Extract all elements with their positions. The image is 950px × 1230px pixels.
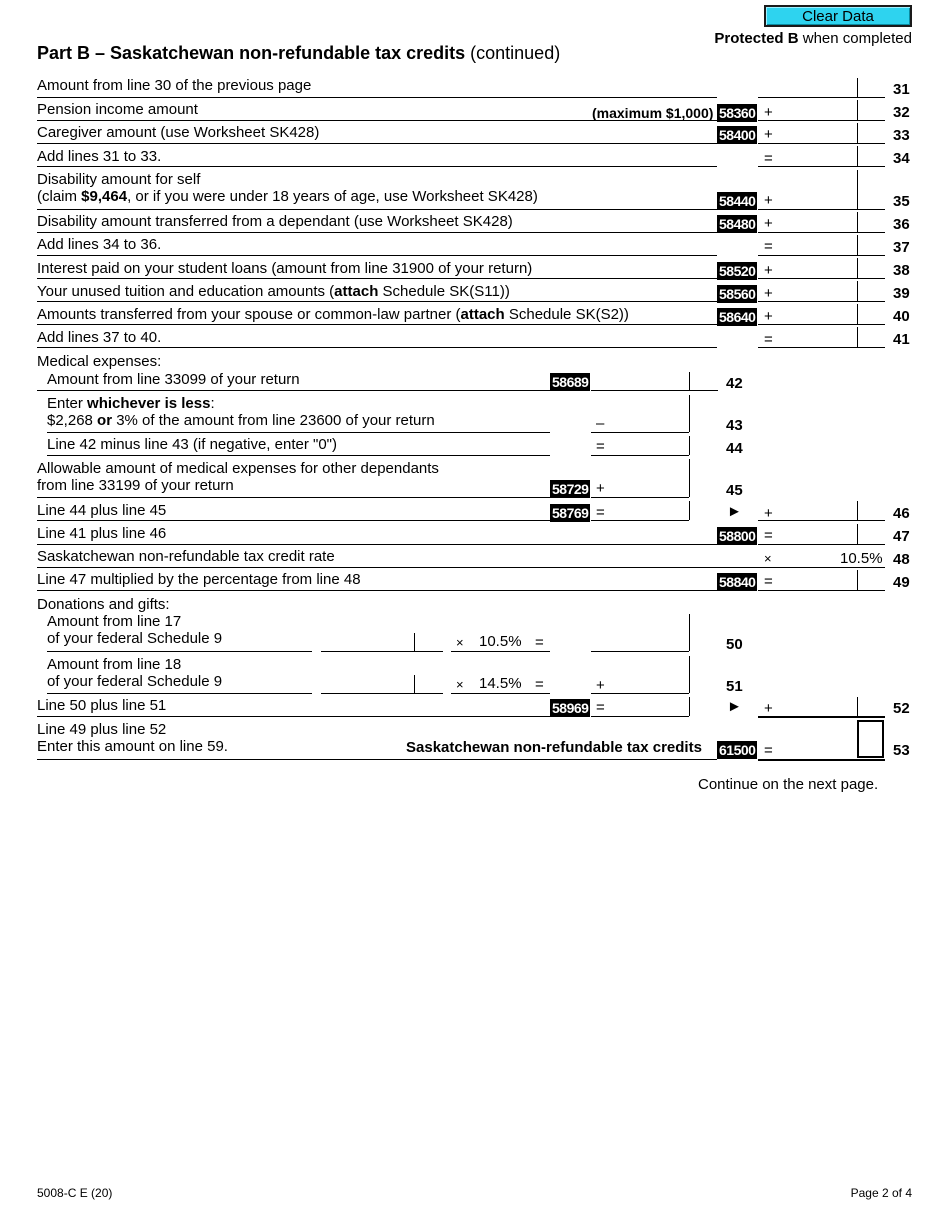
line-50-field[interactable] (591, 614, 689, 652)
continue-note: Continue on the next page. (698, 776, 879, 793)
line-43-op: – (596, 415, 605, 432)
line-51-label-2: of your federal Schedule 9 (47, 673, 223, 690)
line-35-code: 58440 (719, 193, 756, 209)
line-49-op: = (764, 573, 773, 590)
line-32-note: (maximum $1,000) (592, 105, 714, 121)
line-32-code: 58360 (719, 105, 756, 121)
line-34-op: = (764, 150, 773, 167)
line-52-label: Line 50 plus line 51 (37, 697, 167, 714)
line-35-number: 35 (893, 193, 910, 210)
page-title: Part B – Saskatchewan non-refundable tax credits (continued) (37, 43, 561, 63)
line-46-arrow-icon: ► (727, 503, 742, 520)
line-40-field[interactable] (758, 304, 885, 325)
line-36-field[interactable] (758, 212, 885, 233)
line-34-number: 34 (893, 150, 910, 167)
line-51-eq: = (535, 676, 544, 693)
line-50-eq: = (535, 634, 544, 651)
line-38-label: Interest paid on your student loans (amount from line 31900 of your return) (37, 260, 533, 277)
line-52-arrow-icon: ► (727, 698, 742, 715)
line-39-label: Your unused tuition and education amounts (attach Schedule SK(S11)) (37, 283, 510, 300)
protected-notice: Protected B when completed (714, 30, 912, 47)
line-48-rate: 10.5% (840, 550, 883, 567)
line-50-label-2: of your federal Schedule 9 (47, 630, 223, 647)
line-42-code: 58689 (552, 374, 589, 390)
line-47-code: 58800 (719, 528, 756, 544)
line-39-field[interactable] (758, 281, 885, 302)
line-46-number: 46 (893, 505, 910, 522)
line-45-label-2: from line 33199 of your return (37, 477, 234, 494)
line-36-code: 58480 (719, 216, 756, 232)
line-43-label-1: Enter whichever is less: (47, 395, 215, 412)
line-51-op: + (596, 677, 605, 694)
line-37-op: = (764, 238, 773, 255)
line-50-number: 50 (726, 636, 743, 653)
line-44-field[interactable] (591, 436, 689, 456)
line-52-code: 58969 (552, 700, 589, 716)
line-44-number: 44 (726, 440, 743, 457)
line-52-field[interactable] (758, 697, 885, 718)
line-31-label: Amount from line 30 of the previous page (37, 77, 312, 94)
line-50-rate: 10.5% (479, 633, 522, 650)
line-32-label: Pension income amount (37, 101, 198, 118)
line-52-op2: + (764, 700, 773, 717)
line-33-number: 33 (893, 127, 910, 144)
line-52-op: = (596, 699, 605, 716)
line-49-number: 49 (893, 574, 910, 591)
line-53-label-2: Enter this amount on line 59. (37, 738, 228, 755)
line-38-field[interactable] (758, 258, 885, 279)
line-32-op: + (764, 104, 773, 121)
line-51-number: 51 (726, 678, 743, 695)
line-43-number: 43 (726, 417, 743, 434)
line-35-field[interactable] (758, 170, 885, 210)
line-43-label-2: $2,268 or 3% of the amount from line 23600 of your return (47, 412, 435, 429)
line-41-field[interactable] (758, 327, 885, 348)
line-31-number: 31 (893, 81, 910, 98)
line-46-label: Line 44 plus line 45 (37, 502, 167, 519)
line-53-op: = (764, 742, 773, 759)
line-50-label-1: Amount from line 17 (47, 613, 182, 630)
line-53-label-1: Line 49 plus line 52 (37, 721, 167, 738)
line-41-label: Add lines 37 to 40. (37, 329, 162, 346)
line-41-op: = (764, 331, 773, 348)
line-36-label: Disability amount transferred from a dependant (use Worksheet SK428) (37, 213, 513, 230)
line-32-field[interactable] (758, 100, 885, 121)
line-51-amount-field[interactable] (321, 675, 443, 694)
line-47-op: = (764, 527, 773, 544)
line-53-number: 53 (893, 742, 910, 759)
line-41-number: 41 (893, 331, 910, 348)
line-37-field[interactable] (758, 235, 885, 256)
line-42-label: Amount from line 33099 of your return (47, 371, 300, 388)
line-45-field[interactable] (591, 459, 689, 498)
medical-expenses-heading: Medical expenses: (37, 353, 162, 370)
line-46-op: = (596, 504, 605, 521)
line-40-number: 40 (893, 308, 910, 325)
line-34-label: Add lines 31 to 33. (37, 148, 162, 165)
line-43-field[interactable] (591, 395, 689, 433)
line-45-op: + (596, 480, 605, 497)
line-38-code: 58520 (719, 263, 756, 279)
line-51-label-1: Amount from line 18 (47, 656, 182, 673)
line-33-code: 58400 (719, 127, 756, 143)
line-48-number: 48 (893, 551, 910, 568)
line-40-label: Amounts transferred from your spouse or common-law partner (attach Schedule SK(S2)) (37, 306, 629, 323)
line-40-code: 58640 (719, 309, 756, 325)
line-44-label: Line 42 minus line 43 (if negative, enter "0") (47, 436, 337, 453)
line-51-times: × (456, 677, 464, 692)
line-42-field[interactable] (591, 372, 718, 391)
line-35-op: + (764, 192, 773, 209)
page-number: Page 2 of 4 (850, 1186, 912, 1200)
line-48-op: × (764, 551, 772, 566)
line-52-number: 52 (893, 700, 910, 717)
line-48-label: Saskatchewan non-refundable tax credit rate (37, 548, 335, 565)
line-45-number: 45 (726, 482, 743, 499)
line-45-label-1: Allowable amount of medical expenses for other dependants (37, 460, 439, 477)
line-32-number: 32 (893, 104, 910, 121)
line-36-op: + (764, 215, 773, 232)
line-39-code: 58560 (719, 286, 756, 302)
line-42-number: 42 (726, 375, 743, 392)
line-36-number: 36 (893, 216, 910, 233)
line-35-label-1: Disability amount for self (37, 171, 201, 188)
line-50-times: × (456, 635, 464, 650)
line-49-code: 58840 (719, 574, 756, 590)
line-39-op: + (764, 285, 773, 302)
line-52-donations-field[interactable] (591, 697, 689, 717)
line-37-label: Add lines 34 to 36. (37, 236, 162, 253)
form-id: 5008-C E (20) (37, 1186, 113, 1200)
line-47-field[interactable] (758, 524, 885, 545)
line-53-bold-label: Saskatchewan non-refundable tax credits (406, 739, 702, 756)
line-46-medical-field[interactable] (591, 501, 689, 521)
line-33-label: Caregiver amount (use Worksheet SK428) (37, 124, 320, 141)
line-39-number: 39 (893, 285, 910, 302)
line-37-number: 37 (893, 239, 910, 256)
line-47-label: Line 41 plus line 46 (37, 525, 167, 542)
line-49-label: Line 47 multiplied by the percentage from line 48 (37, 571, 361, 588)
line-46-code: 58769 (552, 505, 589, 521)
line-34-field[interactable] (758, 146, 885, 167)
line-53-code: 61500 (719, 742, 756, 758)
donations-heading: Donations and gifts: (37, 596, 170, 613)
line-50-amount-field[interactable] (321, 633, 443, 652)
line-51-rate: 14.5% (479, 675, 522, 692)
clear-data-button[interactable]: Clear Data (764, 5, 912, 27)
line-40-op: + (764, 308, 773, 325)
line-45-code: 58729 (552, 481, 589, 497)
line-47-number: 47 (893, 528, 910, 545)
line-46-op2: + (764, 505, 773, 522)
line-44-op: = (596, 438, 605, 455)
line-33-op: + (764, 126, 773, 143)
line-38-op: + (764, 262, 773, 279)
line-51-field[interactable] (591, 656, 689, 694)
line-49-field[interactable] (758, 570, 885, 591)
line-33-field[interactable] (758, 123, 885, 144)
line-38-number: 38 (893, 262, 910, 279)
line-46-field[interactable] (758, 501, 885, 521)
line-31-field[interactable] (758, 78, 885, 98)
line-35-label-2: (claim $9,464, or if you were under 18 years of age, use Worksheet SK428) (37, 188, 538, 205)
